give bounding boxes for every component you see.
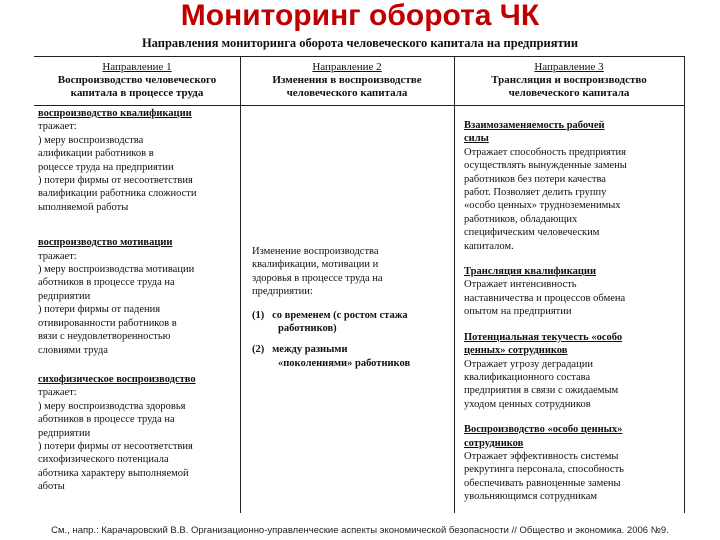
- block-line: ) потери фирмы от несоответствия: [38, 440, 193, 452]
- block-label: тражает:: [38, 121, 77, 133]
- block-label: тражает:: [38, 250, 77, 262]
- block-line: опытом на предприятии: [464, 306, 572, 318]
- change-item: [252, 343, 448, 370]
- block-heading: воспроизводство мотивации: [38, 237, 173, 249]
- block-line: алификации работников в: [38, 148, 154, 160]
- item-text: со временем (с ростом стажа: [272, 309, 408, 321]
- block-line: аботников в процессе труда на: [38, 277, 175, 289]
- item-text: работников): [278, 323, 337, 335]
- intro-line: квалификации, мотивации и: [252, 259, 379, 271]
- column-number: Направление 3: [534, 61, 604, 73]
- block-line: осуществлять вынужденные замены: [464, 160, 627, 172]
- change-item: [252, 309, 448, 336]
- source-citation: См., напр.: Карачаровский В.В. Организационно-управленческие аспекты экономической безопасности // Общество и экономика. 2006 №9.: [51, 525, 669, 536]
- block-line: ) меру воспроизводства здоровья: [38, 400, 186, 412]
- column-header-3: [458, 61, 680, 100]
- block-heading: воспроизводство квалификации: [38, 108, 192, 119]
- block-line: роцессе труда на предприятии: [38, 161, 174, 173]
- column-description: Трансляция и воспроизводство человеческого капитала: [491, 74, 647, 99]
- block-line: аботника характеру выполняемой: [38, 467, 189, 479]
- block-line: ыполняемой работы: [38, 201, 129, 213]
- translation-block: [464, 119, 680, 253]
- block-label: тражает:: [38, 387, 77, 399]
- block-line: капиталом.: [464, 240, 514, 252]
- block-heading: сихофизическое воспроизводство: [38, 373, 196, 385]
- reproduction-block: [38, 373, 238, 494]
- block-line: наставничества и процессов обмена: [464, 292, 626, 304]
- block-line: вязи с неудовлетворенностью: [38, 331, 171, 343]
- block-line: аботников в процессе труда на: [38, 414, 175, 426]
- block-line: ) потери фирмы от падения: [38, 304, 161, 316]
- intro-line: предприятии:: [252, 286, 313, 298]
- block-heading: ценных» сотрудников: [464, 345, 568, 357]
- block-line: рекрутинга персонала, способность: [464, 464, 624, 476]
- block-heading: Потенциальная текучесть «особо: [464, 331, 623, 343]
- translation-block: [464, 265, 680, 319]
- translation-block: [464, 423, 680, 503]
- block-heading: Трансляция квалификации: [464, 266, 596, 278]
- block-line: увольняющимся сотрудникам: [464, 491, 598, 503]
- block-line: работников без потери качества: [464, 173, 606, 185]
- table-caption: Направления мониторинга оборота человеческого капитала на предприятии: [141, 36, 579, 50]
- block-line: валификации работника сложности: [38, 188, 197, 200]
- block-heading: Воспроизводство «особо ценных»: [464, 424, 623, 436]
- item-number: (1): [252, 309, 265, 321]
- column-number: Направление 2: [312, 61, 382, 73]
- block-line: словиями труда: [38, 344, 108, 356]
- block-line: обеспечивать равноценные замены: [464, 477, 621, 489]
- block-line: редприятии: [38, 427, 91, 439]
- block-line: аботы: [38, 481, 65, 493]
- block-line: предприятия в связи с ожидаемым: [464, 385, 619, 397]
- column-divider: [240, 57, 241, 513]
- block-line: Отражает интенсивность: [464, 279, 577, 291]
- item-number: (2): [252, 344, 265, 356]
- monitoring-table: [34, 56, 685, 513]
- column-divider: [454, 57, 455, 513]
- column-number: Направление 1: [102, 61, 172, 73]
- column-2-body: [252, 245, 448, 370]
- item-text: «поколениями» работников: [278, 357, 411, 369]
- block-line: отивированности работников в: [38, 317, 177, 329]
- block-line: ) потери фирмы от несоответствия: [38, 175, 193, 187]
- header-divider: [34, 105, 684, 106]
- intro-line: Изменение воспроизводства: [252, 246, 379, 257]
- block-line: редприятии: [38, 290, 91, 302]
- block-line: «особо ценных» трудноземенимых: [464, 200, 621, 212]
- block-line: Отражает эффективность системы: [464, 450, 619, 462]
- block-heading: сотрудников: [464, 437, 524, 449]
- translation-block: [464, 331, 680, 411]
- block-heading: силы: [464, 133, 489, 145]
- block-line: ) меру воспроизводства: [38, 134, 144, 146]
- block-line: Отражает угрозу деградации: [464, 358, 593, 370]
- column-header-1: [34, 61, 240, 100]
- block-line: работ. Позволяет делить группу: [464, 187, 607, 199]
- block-line: сихофизического потенциала: [38, 454, 169, 466]
- block-line: квалификационного состава: [464, 371, 591, 383]
- block-line: уходом ценных сотрудников: [464, 398, 591, 410]
- column-description: Воспроизводство человеческого капитала в процессе труда: [57, 74, 217, 99]
- column-header-2: [252, 61, 442, 100]
- block-line: ) меру воспроизводства мотивации: [38, 264, 195, 276]
- block-line: специфическим человеческим: [464, 227, 600, 239]
- intro-line: здоровья в процессе труда на: [252, 272, 383, 284]
- column-description: Изменения в воспроизводстве человеческого капитала: [272, 74, 422, 99]
- column-3-body: [464, 119, 680, 516]
- column-1-body: [38, 107, 238, 506]
- page-title: Мониторинг оборота ЧК: [180, 0, 540, 32]
- block-heading: Взаимозаменяемость рабочей: [464, 120, 605, 131]
- reproduction-block: [38, 236, 238, 357]
- item-text: между разными: [272, 344, 348, 356]
- reproduction-block: [38, 107, 238, 214]
- block-line: Отражает способность предприятия: [464, 146, 626, 158]
- block-line: работников, обладающих: [464, 213, 578, 225]
